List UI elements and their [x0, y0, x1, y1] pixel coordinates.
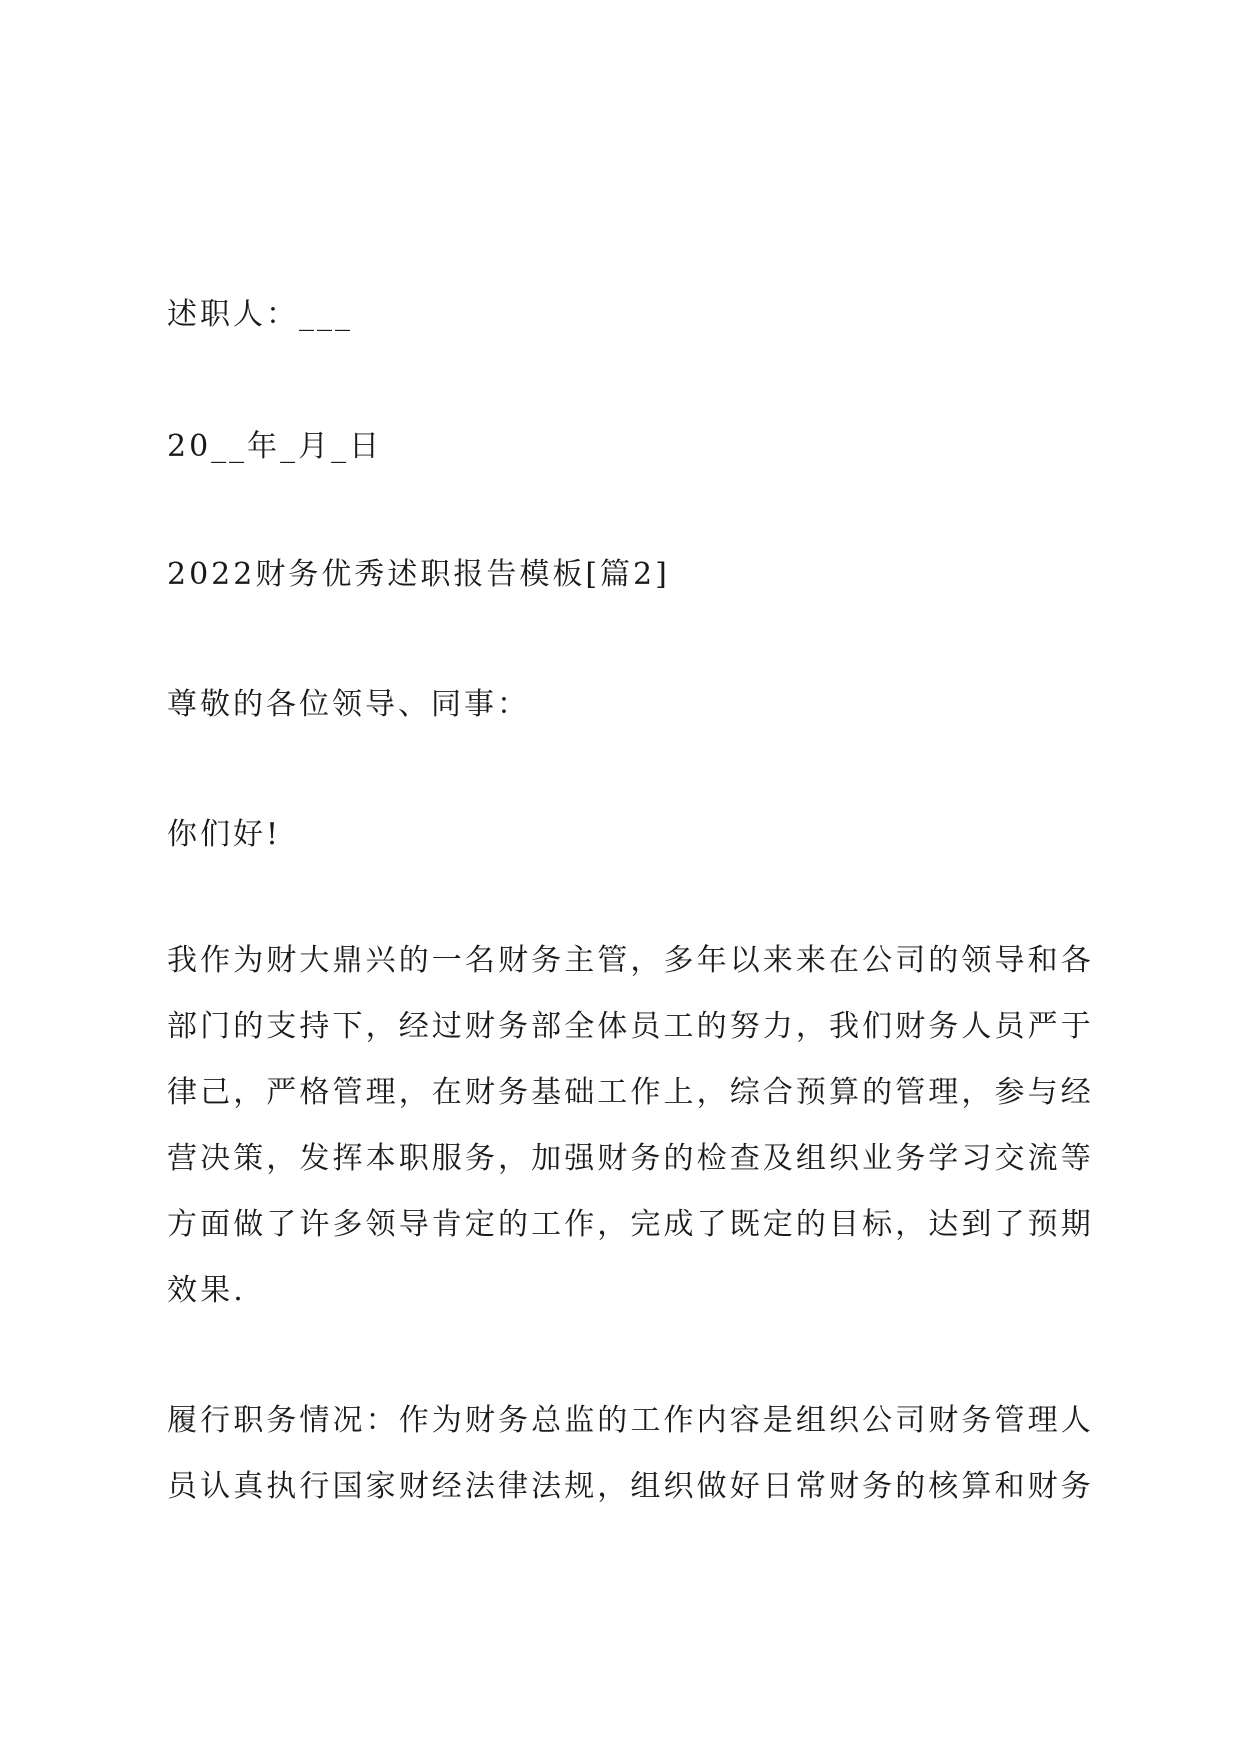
body-paragraph-1 — [167, 928, 1097, 1324]
paragraph-line: 员认真执行国家财经法律法规，组织做好日常财务的核算和财务 — [167, 1469, 1094, 1504]
paragraph-line: 律己，严格管理，在财务基础工作上，综合预算的管理，参与经 — [167, 1075, 1094, 1110]
body-paragraph-2 — [167, 1388, 1097, 1520]
section-title: 2022财务优秀述职报告模板[篇2] — [167, 557, 670, 592]
paragraph-line: 方面做了许多领导肯定的工作，完成了既定的目标，达到了预期 — [167, 1207, 1094, 1242]
paragraph-line: 部门的支持下，经过财务部全体员工的努力，我们财务人员严于 — [167, 1009, 1094, 1044]
signer-line: 述职人：___ — [167, 297, 353, 332]
paragraph-line: 效果. — [167, 1273, 246, 1308]
date-line: 20__年_月_日 — [167, 429, 383, 464]
paragraph-line: 我作为财大鼎兴的一名财务主管，多年以来来在公司的领导和各 — [167, 943, 1094, 978]
paragraph-line: 营决策，发挥本职服务，加强财务的检查及组织业务学习交流等 — [167, 1141, 1094, 1176]
greeting: 你们好! — [167, 817, 282, 852]
paragraph-line: 履行职务情况：作为财务总监的工作内容是组织公司财务管理人 — [167, 1403, 1094, 1438]
salutation: 尊敬的各位领导、同事： — [167, 687, 530, 722]
